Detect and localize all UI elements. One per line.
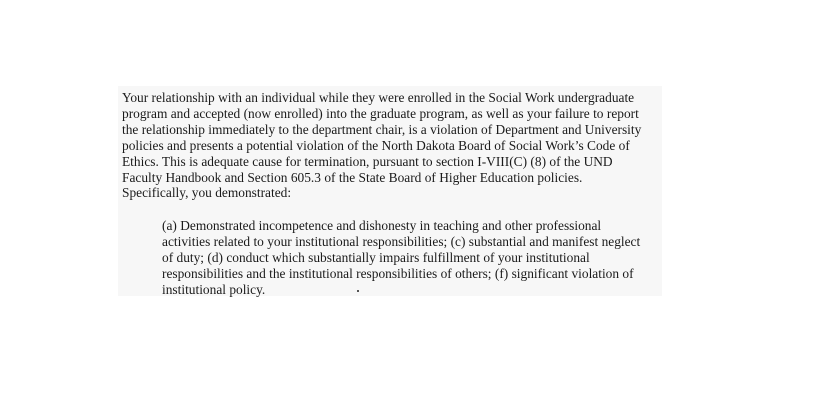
main-paragraph — [122, 90, 662, 201]
paragraph-line: Specifically, you demonstrated: — [122, 185, 292, 201]
quote-line: of duty; (d) conduct which substantially impairs fulfillment of your institutional — [162, 249, 590, 265]
quote-line: responsibilities and the institutional responsibilities of others; (f) significant violation of — [162, 265, 634, 281]
paragraph-line: policies and presents a potential violation of the North Dakota Board of Social Work’s Code of — [122, 137, 630, 153]
indented-quote — [162, 218, 662, 298]
paragraph-line: Ethics. This is adequate cause for termination, pursuant to section I-VIII(C) (8) of the UND — [122, 153, 613, 169]
quote-line: activities related to your institutional responsibilities; (c) substantial and manifest neglect — [162, 233, 641, 249]
paragraph-line: the relationship immediately to the department chair, is a violation of Department and University — [122, 121, 642, 137]
paragraph-line: program and accepted (now enrolled) into the graduate program, as well as your failure to report — [122, 105, 639, 121]
paragraph-line: Faculty Handbook and Section 605.3 of the State Board of Higher Education policies. — [122, 169, 583, 185]
quote-line: institutional policy. — [162, 281, 266, 297]
scan-speck — [357, 290, 359, 292]
quote-line: (a) Demonstrated incompetence and dishonesty in teaching and other professional — [162, 218, 602, 233]
paragraph-line: Your relationship with an individual while they were enrolled in the Social Work undergraduate — [122, 90, 635, 105]
